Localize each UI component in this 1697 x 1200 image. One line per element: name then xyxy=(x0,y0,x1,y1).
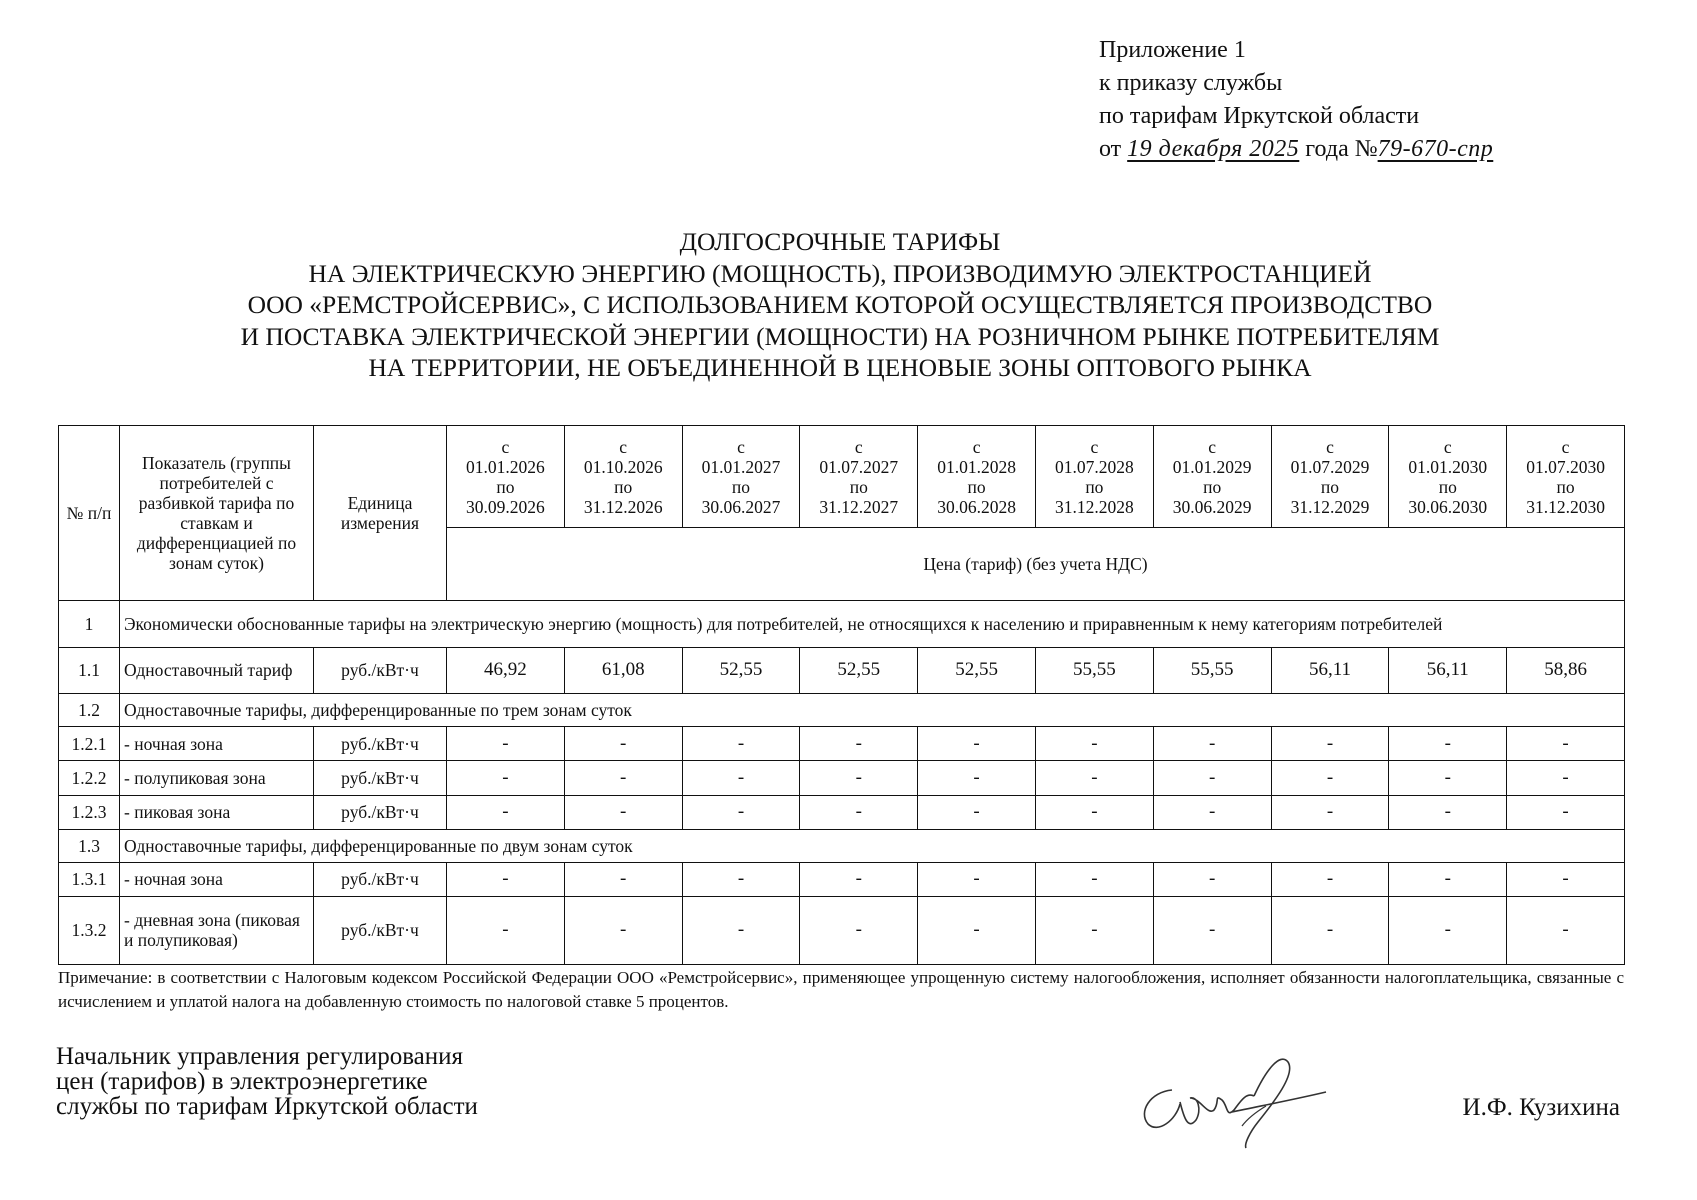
tariff-value: - xyxy=(800,727,918,761)
tariff-table xyxy=(58,425,1625,965)
tariff-value: - xyxy=(918,862,1036,896)
period-to: 30.09.2026 xyxy=(466,496,545,517)
tariff-value: - xyxy=(918,727,1036,761)
tariff-value: - xyxy=(682,862,800,896)
row-unit: руб./кВт·ч xyxy=(314,795,447,829)
period-s: с xyxy=(1443,436,1452,457)
table-row xyxy=(59,896,1625,964)
period-to: 30.06.2028 xyxy=(937,496,1016,517)
tariff-value: - xyxy=(564,862,682,896)
period-po: по xyxy=(1556,476,1575,497)
handwritten-signature xyxy=(1130,1040,1330,1150)
tariff-value: - xyxy=(918,896,1036,964)
title-line-4: И ПОСТАВКА ЭЛЕКТРИЧЕСКОЙ ЭНЕРГИИ (МОЩНОСТИ) НА РОЗНИЧНОМ РЫНКЕ ПОТРЕБИТЕЛЯМ xyxy=(240,321,1440,351)
table-row xyxy=(59,647,1625,694)
signer-name: И.Ф. Кузихина xyxy=(1462,1094,1620,1121)
period-s: с xyxy=(1090,436,1099,457)
title-line-2: НА ЭЛЕКТРИЧЕСКУЮ ЭНЕРГИЮ (МОЩНОСТЬ), ПРОИЗВОДИМУЮ ЭЛЕКТРОСТАНЦИЕЙ xyxy=(308,258,1372,288)
row-label: Одноставочный тариф xyxy=(120,647,314,694)
tariff-value: - xyxy=(1389,862,1507,896)
row-number: 1.2.1 xyxy=(59,727,120,761)
tariff-value: - xyxy=(1507,761,1625,795)
period-po: по xyxy=(967,476,986,497)
title-line-3: ООО «РЕМСТРОЙСЕРВИС», С ИСПОЛЬЗОВАНИЕМ КОТОРОЙ ОСУЩЕСТВЛЯЕТСЯ ПРОИЗВОДСТВО xyxy=(247,290,1433,319)
tariff-value: - xyxy=(918,761,1036,795)
tariff-value: - xyxy=(1389,795,1507,829)
period-from: 01.01.2029 xyxy=(1172,456,1252,477)
tariff-value: - xyxy=(1035,896,1153,964)
row-label: - полупиковая зона xyxy=(120,761,314,795)
tariff-value: - xyxy=(800,761,918,795)
period-s: с xyxy=(1326,436,1334,457)
period-to: 31.12.2026 xyxy=(583,496,663,517)
tariff-value: - xyxy=(800,862,918,896)
appendix-date-line xyxy=(1099,133,1659,166)
row-number: 1.2.2 xyxy=(59,761,120,795)
period-s: с xyxy=(737,436,745,457)
tariff-value: 56,11 xyxy=(1271,647,1389,694)
period-from: 01.07.2029 xyxy=(1290,456,1370,477)
row-label: - ночная зона xyxy=(120,862,314,896)
period-to: 30.06.2029 xyxy=(1172,496,1252,517)
tariff-value: - xyxy=(1035,862,1153,896)
tariff-value: - xyxy=(1507,862,1625,896)
tariff-value: - xyxy=(564,896,682,964)
period-s: с xyxy=(854,436,863,457)
tariff-value: - xyxy=(1035,761,1153,795)
period-po: по xyxy=(614,476,633,497)
row-label: - пиковая зона xyxy=(120,795,314,829)
tariff-value: 58,86 xyxy=(1507,647,1625,694)
position-line-2: цен (тарифов) в электроэнергетике xyxy=(56,1068,428,1095)
section-label: Одноставочные тарифы, дифференцированные по двум зонам суток xyxy=(120,829,1625,862)
period-from: 01.01.2027 xyxy=(701,456,781,477)
header-period-5 xyxy=(918,426,1036,528)
header-period-10 xyxy=(1507,426,1625,528)
header-period-3 xyxy=(682,426,800,528)
header-period-4 xyxy=(800,426,918,528)
table-row xyxy=(59,727,1625,761)
period-s: с xyxy=(1561,436,1570,457)
period-po: по xyxy=(496,476,515,497)
period-s: с xyxy=(1208,436,1217,457)
header-period-6 xyxy=(1035,426,1153,528)
tariff-value: - xyxy=(447,862,565,896)
tariff-value: 55,55 xyxy=(1035,647,1153,694)
period-from: 01.07.2030 xyxy=(1526,456,1605,477)
header-period-1 xyxy=(447,426,565,528)
tariff-value: - xyxy=(1271,761,1389,795)
tariff-value: 56,11 xyxy=(1389,647,1507,694)
period-from: 01.07.2028 xyxy=(1055,456,1134,477)
handwritten-date: 19 декабря 2025 xyxy=(1127,136,1300,162)
period-s: с xyxy=(619,436,628,457)
tariff-value: - xyxy=(1389,727,1507,761)
tariff-value: - xyxy=(1507,795,1625,829)
tariff-value: - xyxy=(447,795,565,829)
official-position xyxy=(56,1044,676,1119)
appendix-header xyxy=(1099,34,1659,166)
row-label: - ночная зона xyxy=(120,727,314,761)
header-period-8 xyxy=(1271,426,1389,528)
period-po: по xyxy=(849,476,868,497)
tariff-value: - xyxy=(918,795,1036,829)
tariff-value: - xyxy=(682,896,800,964)
row-unit: руб./кВт·ч xyxy=(314,862,447,896)
period-to: 31.12.2027 xyxy=(819,496,899,517)
tariff-value: - xyxy=(1507,727,1625,761)
tariff-value: 61,08 xyxy=(564,647,682,694)
tariff-value: - xyxy=(1035,727,1153,761)
table-row xyxy=(59,761,1625,795)
tariff-value: - xyxy=(1153,727,1271,761)
date-prefix: от xyxy=(1099,136,1122,162)
period-to: 31.12.2029 xyxy=(1290,496,1370,517)
title-line-1: ДОЛГОСРОЧНЫЕ ТАРИФЫ xyxy=(679,227,1001,256)
period-from: 01.01.2028 xyxy=(937,456,1016,477)
period-po: по xyxy=(1438,476,1457,497)
row-number: 1.1 xyxy=(59,647,120,694)
section-row xyxy=(59,600,1625,647)
tariff-value: - xyxy=(1271,795,1389,829)
row-unit: руб./кВт·ч xyxy=(314,647,447,694)
row-unit: руб./кВт·ч xyxy=(314,727,447,761)
period-to: 31.12.2030 xyxy=(1526,496,1605,517)
row-number: 1.3.2 xyxy=(59,896,120,964)
tariff-value: 46,92 xyxy=(447,647,565,694)
position-line-1: Начальник управления регулирования xyxy=(56,1043,464,1070)
appendix-line-2: к приказу службы xyxy=(1099,70,1283,96)
section-label: Одноставочные тарифы, дифференцированные по трем зонам суток xyxy=(120,694,1625,727)
tariff-value: - xyxy=(564,795,682,829)
period-from: 01.07.2027 xyxy=(819,456,899,477)
period-s: с xyxy=(972,436,981,457)
row-number: 1.3.1 xyxy=(59,862,120,896)
row-number: 1 xyxy=(59,600,120,647)
document-title xyxy=(60,226,1620,384)
tariff-value: - xyxy=(1389,761,1507,795)
tariff-value: 52,55 xyxy=(800,647,918,694)
header-period-7 xyxy=(1153,426,1271,528)
tariff-value: 52,55 xyxy=(682,647,800,694)
period-po: по xyxy=(1085,476,1104,497)
tariff-value: - xyxy=(682,761,800,795)
tariff-value: - xyxy=(1271,896,1389,964)
position-line-3: службы по тарифам Иркутской области xyxy=(56,1093,478,1120)
tariff-value: 52,55 xyxy=(918,647,1036,694)
period-po: по xyxy=(1203,476,1222,497)
row-unit: руб./кВт·ч xyxy=(314,896,447,964)
table-row xyxy=(59,795,1625,829)
tariff-value: - xyxy=(1507,896,1625,964)
row-number: 1.3 xyxy=(59,829,120,862)
handwritten-order-number: 79-670-спр xyxy=(1377,136,1494,162)
header-period-9 xyxy=(1389,426,1507,528)
tariff-value: - xyxy=(1271,862,1389,896)
tariff-value: - xyxy=(564,727,682,761)
row-number: 1.2.3 xyxy=(59,795,120,829)
tariff-value: - xyxy=(447,896,565,964)
header-indicator: Показатель (группы потребителей с разбивкой тарифа по ставкам и дифференциацией по зонам суток) xyxy=(120,426,314,601)
section-row xyxy=(59,829,1625,862)
appendix-line-3: по тарифам Иркутской области xyxy=(1099,103,1420,129)
period-po: по xyxy=(1320,476,1340,497)
header-price-caption: Цена (тариф) (без учета НДС) xyxy=(447,528,1625,600)
header-unit: Единица измерения xyxy=(314,426,447,601)
header-num: № п/п xyxy=(59,426,120,601)
period-from: 01.01.2026 xyxy=(466,456,545,477)
period-to: 30.06.2027 xyxy=(701,496,781,517)
tariff-value: - xyxy=(447,727,565,761)
tariff-value: - xyxy=(1035,795,1153,829)
row-label: - дневная зона (пиковая и полупиковая) xyxy=(120,896,314,964)
section-label: Экономически обоснованные тарифы на электрическую энергию (мощность) для потребителей, не относящихся к населению и приравненным к нему категориям потребителей xyxy=(120,600,1625,647)
tariff-value: - xyxy=(1271,727,1389,761)
period-s: с xyxy=(501,436,510,457)
tariff-value: - xyxy=(1153,795,1271,829)
tariff-value: - xyxy=(682,727,800,761)
tariff-value: - xyxy=(564,761,682,795)
tariff-value: - xyxy=(1153,761,1271,795)
tariff-value: 55,55 xyxy=(1153,647,1271,694)
tariff-value: - xyxy=(800,795,918,829)
period-to: 31.12.2028 xyxy=(1055,496,1134,517)
section-row xyxy=(59,694,1625,727)
row-number: 1.2 xyxy=(59,694,120,727)
tariff-value: - xyxy=(800,896,918,964)
period-from: 01.10.2026 xyxy=(583,456,663,477)
row-unit: руб./кВт·ч xyxy=(314,761,447,795)
period-to: 30.06.2030 xyxy=(1408,496,1488,517)
tariff-value: - xyxy=(1389,896,1507,964)
order-number-label: года № xyxy=(1305,136,1378,162)
period-from: 01.01.2030 xyxy=(1408,456,1488,477)
title-line-5: НА ТЕРРИТОРИИ, НЕ ОБЪЕДИНЕННОЙ В ЦЕНОВЫЕ ЗОНЫ ОПТОВОГО РЫНКА xyxy=(368,353,1312,382)
tariff-value: - xyxy=(1153,896,1271,964)
header-period-2 xyxy=(564,426,682,528)
tariff-value: - xyxy=(447,761,565,795)
period-po: по xyxy=(731,476,751,497)
tariff-value: - xyxy=(682,795,800,829)
appendix-line-1: Приложение 1 xyxy=(1099,37,1246,63)
table-row xyxy=(59,862,1625,896)
tariff-value: - xyxy=(1153,862,1271,896)
footnote: Примечание: в соответствии с Налоговым кодексом Российской Федерации ООО «Ремстройсервис», применяющее упрощенную систему налогообложения, исполняет обязанности налогоплательщика, связанные с исчислением и уплатой налога на добавленную стоимость по налоговой ставке 5 процентов. xyxy=(58,968,1624,1011)
